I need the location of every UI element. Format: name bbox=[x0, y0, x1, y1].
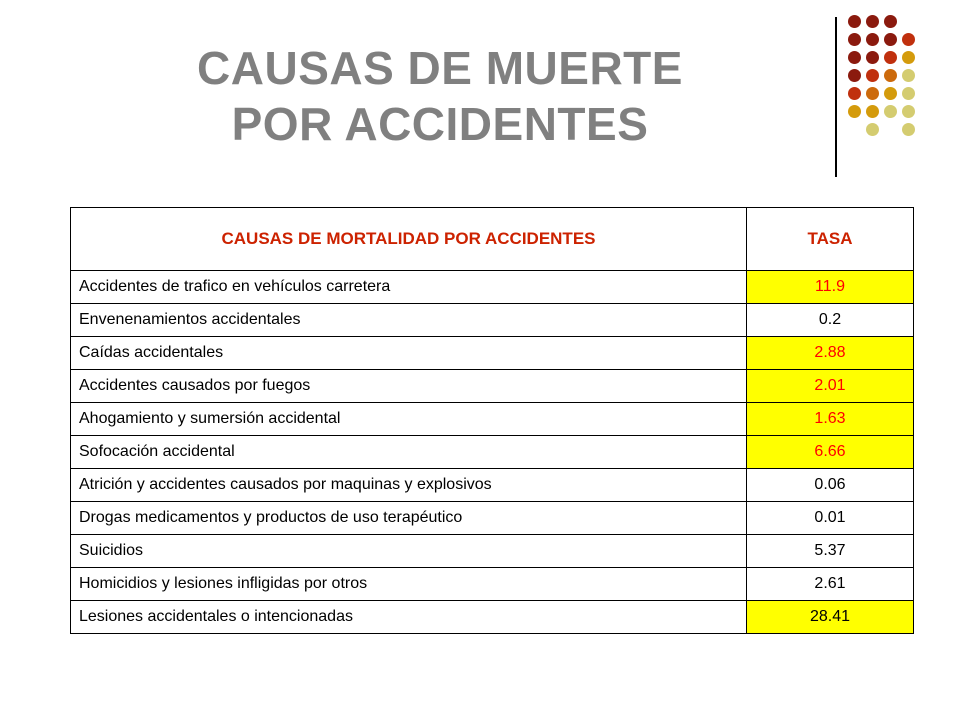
header-rate: TASA bbox=[747, 208, 914, 271]
decorative-dot bbox=[848, 105, 861, 118]
cause-cell: Lesiones accidentales o intencionadas bbox=[71, 601, 747, 634]
decorative-divider-line bbox=[835, 17, 837, 177]
cause-cell: Accidentes de trafico en vehículos carretera bbox=[71, 271, 747, 304]
decorative-dot bbox=[848, 51, 861, 64]
decorative-dot bbox=[848, 87, 861, 100]
decorative-dot bbox=[902, 51, 915, 64]
title-line-1: CAUSAS DE MUERTE bbox=[197, 42, 683, 94]
rate-cell: 6.66 bbox=[747, 436, 914, 469]
decorative-dot bbox=[866, 51, 879, 64]
rate-cell: 11.9 bbox=[747, 271, 914, 304]
mortality-table bbox=[70, 207, 914, 634]
decorative-dot bbox=[866, 69, 879, 82]
table-row bbox=[71, 271, 914, 304]
decorative-dot bbox=[866, 123, 879, 136]
header-cause: CAUSAS DE MORTALIDAD POR ACCIDENTES bbox=[71, 208, 747, 271]
decorative-dot bbox=[902, 105, 915, 118]
decorative-dot bbox=[902, 33, 915, 46]
rate-cell: 1.63 bbox=[747, 403, 914, 436]
decorative-dot bbox=[884, 69, 897, 82]
rate-cell: 28.41 bbox=[747, 601, 914, 634]
table-row bbox=[71, 568, 914, 601]
decorative-dot bbox=[902, 123, 915, 136]
cause-cell: Envenenamientos accidentales bbox=[71, 304, 747, 337]
decorative-dot bbox=[902, 69, 915, 82]
decorative-dot bbox=[884, 33, 897, 46]
decorative-dot bbox=[884, 51, 897, 64]
slide-title bbox=[140, 40, 740, 152]
table-row bbox=[71, 502, 914, 535]
cause-cell: Homicidios y lesiones infligidas por otros bbox=[71, 568, 747, 601]
table-row bbox=[71, 469, 914, 502]
decorative-dot bbox=[884, 105, 897, 118]
table-row bbox=[71, 436, 914, 469]
decorative-dot bbox=[848, 69, 861, 82]
decorative-dot bbox=[866, 15, 879, 28]
table-row bbox=[71, 535, 914, 568]
table-row bbox=[71, 601, 914, 634]
table-row bbox=[71, 370, 914, 403]
cause-cell: Caídas accidentales bbox=[71, 337, 747, 370]
decorative-dot bbox=[866, 87, 879, 100]
cause-cell: Suicidios bbox=[71, 535, 747, 568]
table-row bbox=[71, 337, 914, 370]
decorative-dot bbox=[866, 33, 879, 46]
cause-cell: Sofocación accidental bbox=[71, 436, 747, 469]
cause-cell: Ahogamiento y sumersión accidental bbox=[71, 403, 747, 436]
rate-cell: 0.06 bbox=[747, 469, 914, 502]
decorative-dot bbox=[884, 15, 897, 28]
cause-cell: Drogas medicamentos y productos de uso terapéutico bbox=[71, 502, 747, 535]
table-row bbox=[71, 403, 914, 436]
cause-cell: Atrición y accidentes causados por maquinas y explosivos bbox=[71, 469, 747, 502]
table-header-row bbox=[71, 208, 914, 271]
rate-cell: 2.88 bbox=[747, 337, 914, 370]
decorative-dot bbox=[884, 87, 897, 100]
decorative-dot bbox=[848, 33, 861, 46]
rate-cell: 0.01 bbox=[747, 502, 914, 535]
decorative-dot bbox=[902, 87, 915, 100]
table-body bbox=[71, 271, 914, 634]
cause-cell: Accidentes causados por fuegos bbox=[71, 370, 747, 403]
rate-cell: 5.37 bbox=[747, 535, 914, 568]
rate-cell: 2.61 bbox=[747, 568, 914, 601]
rate-cell: 0.2 bbox=[747, 304, 914, 337]
decorative-dot-grid bbox=[848, 15, 948, 155]
title-line-2: POR ACCIDENTES bbox=[231, 98, 649, 150]
rate-cell: 2.01 bbox=[747, 370, 914, 403]
decorative-dot bbox=[866, 105, 879, 118]
decorative-dot bbox=[848, 15, 861, 28]
table-row bbox=[71, 304, 914, 337]
